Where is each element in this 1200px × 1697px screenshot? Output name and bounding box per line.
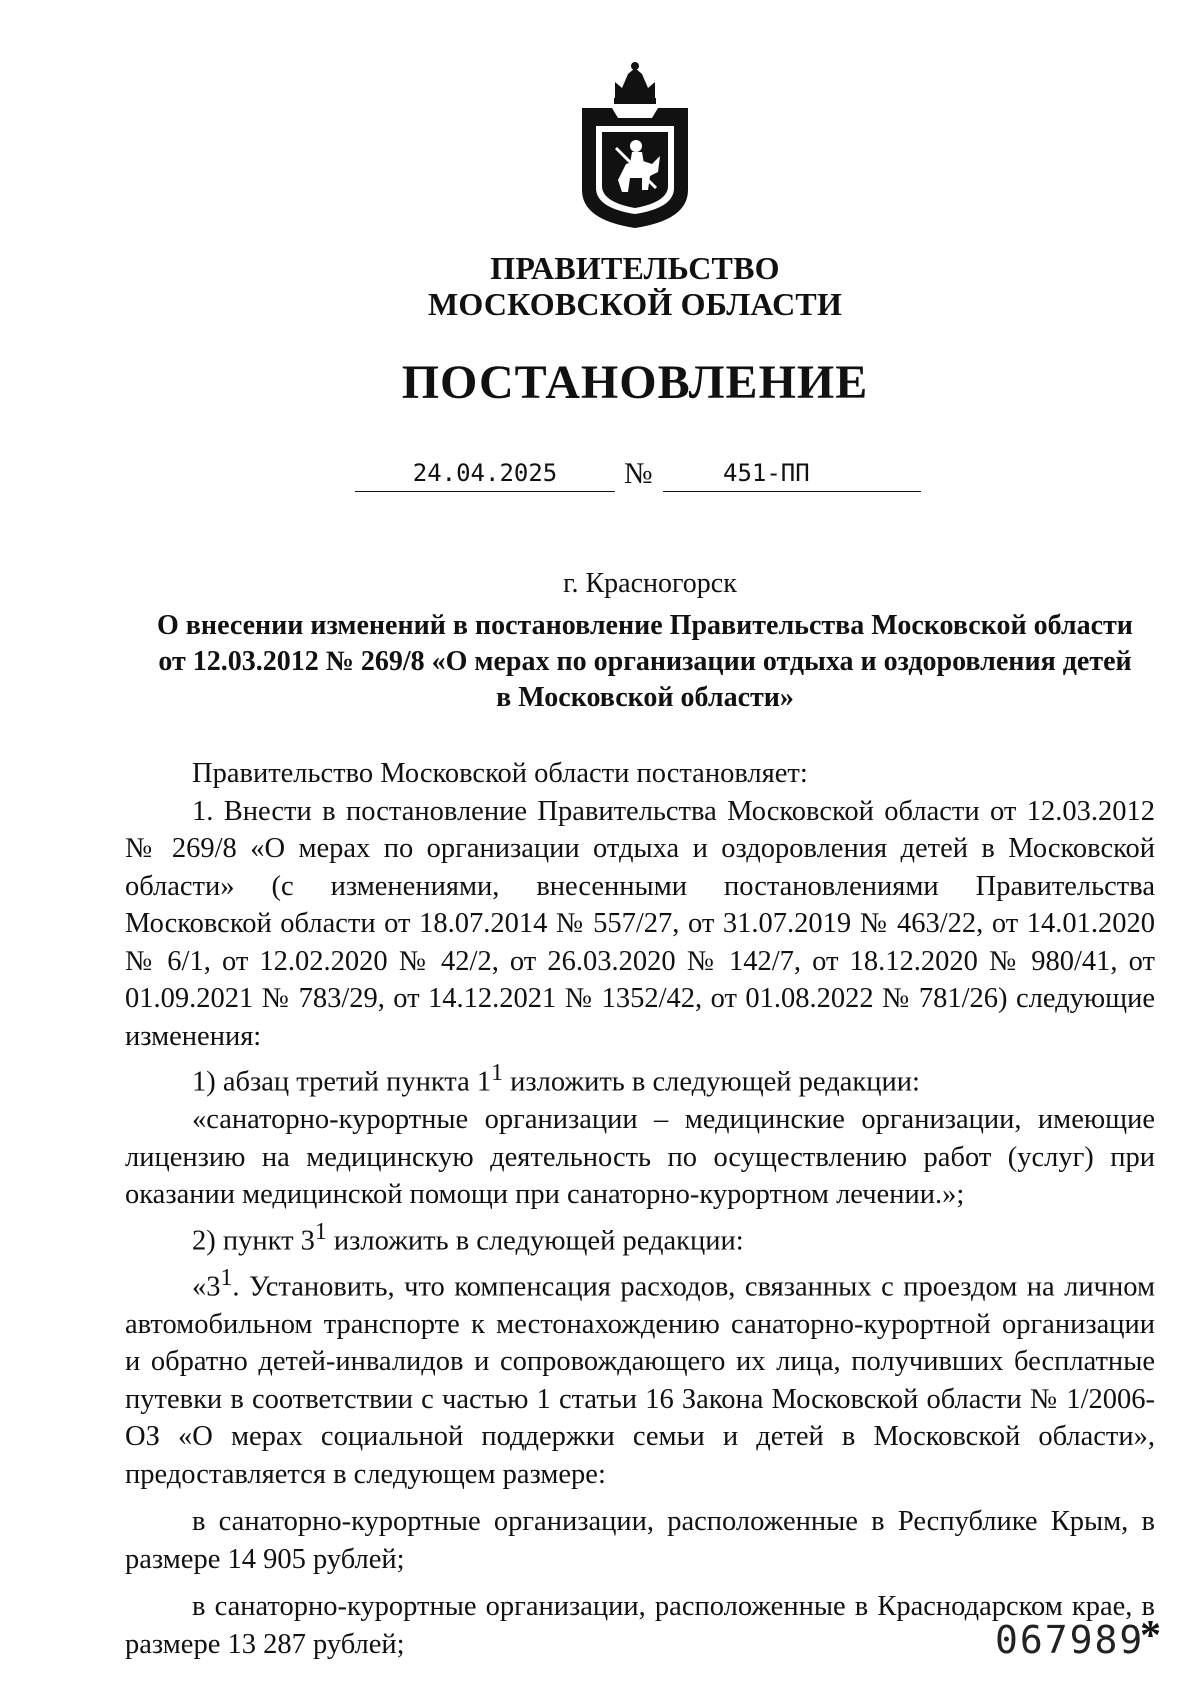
subitem-1-superscript: 1 [491, 1060, 504, 1086]
paragraph-quote-point [125, 1260, 1155, 1494]
paragraph-subitem-1 [125, 1055, 1155, 1101]
organization-line-2: МОСКОВСКОЙ ОБЛАСТИ [427, 286, 843, 322]
document-type-title: ПОСТАНОВЛЕНИЕ [401, 356, 869, 409]
point-number: «3 [192, 1271, 221, 1302]
document-number-field [663, 455, 921, 492]
coat-of-arms-emblem [570, 60, 700, 230]
subitem-2-superscript: 1 [314, 1218, 327, 1245]
document-subject [120, 608, 1170, 716]
subitem-1-text: 1) абзац третий пункта 1 [192, 1066, 492, 1098]
subject-line-2: от 12.03.2012 № 269/8 «О мерах по организации отдыха и оздоровления детей [158, 646, 1132, 677]
paragraph-intro: Правительство Московской области постановляет: [192, 758, 808, 789]
paragraph-crimea-amount: в санаторно-курортные организации, расположенные в Республике Крым, в размере 14 905 рублей; [125, 1506, 1155, 1575]
coat-of-arms-icon [570, 60, 700, 230]
subject-line-1: О внесении изменений в постановление Правительства Московской области [157, 610, 1133, 641]
subject-line-3: в Московской области» [496, 682, 794, 713]
subitem-2-text-tail: изложить в следующей редакции: [326, 1225, 744, 1256]
asterisk-mark-icon: * [1140, 1613, 1161, 1659]
paragraph-item-1: 1. Внести в постановление Правительства Московской области от 12.03.2012 № 269/8 «О мерах по организации отдыха и оздоровления детей в Московской области» (с изменениями, внесенными постановлениями Правительства Московской области от 18.07.2014 № 557/27, от 31.07.2019 № 463/22, от 14.01.2020 № 6/1, от 12.02.2020 № 42/2, от 26.03.2020 № 142/7, от 18.12.2020 № 980/41, от 01.09.2021 № 783/29, от 14.12.2021 № 1352/42, от 01.08.2022 № 781/26) следующие изменения: [125, 795, 1155, 1052]
paragraph-krasnodar-amount: в санаторно-курортные организации, расположенные в Краснодарском крае, в размере 13 287 рублей; [125, 1591, 1155, 1660]
point-text: . Установить, что компенсация расходов, связанных с проездом на личном автомобильном транспорте к местонахождению санаторно-курортной организации и обратно детей-инвалидов и сопровождающего их лица, получивших бесплатные путевки в соответствии с частью 1 статьи 16 Закона Московской области № 1/2006-ОЗ «О мерах социальной поддержки семьи и детей в Московской области», предоставляется в следующем размере: [125, 1271, 1155, 1490]
paragraph-subitem-2 [125, 1214, 1155, 1260]
document-date: 24.04.2025 [355, 455, 615, 492]
organization-line-1: ПРАВИТЕЛЬСТВО [490, 250, 780, 286]
organization-name [0, 250, 1200, 322]
subitem-1-text-tail: изложить в следующей редакции: [503, 1066, 920, 1098]
point-superscript: 1 [220, 1264, 233, 1291]
number-sign: № [624, 457, 653, 490]
serial-number-stamp: 067989 [995, 1618, 1145, 1662]
subitem-2-text: 2) пункт 3 [192, 1225, 315, 1256]
city-line: г. Красногорск [563, 568, 737, 599]
document-body [125, 755, 1155, 1663]
paragraph-quote-definition: «санаторно-курортные организации – медицинские организации, имеющие лицензию на медицинскую деятельность по осуществлению работ (услуг) при оказании медицинской помощи при санаторно-курортном лечении.»; [125, 1104, 1155, 1210]
document-number: 451-ПП [723, 459, 810, 487]
